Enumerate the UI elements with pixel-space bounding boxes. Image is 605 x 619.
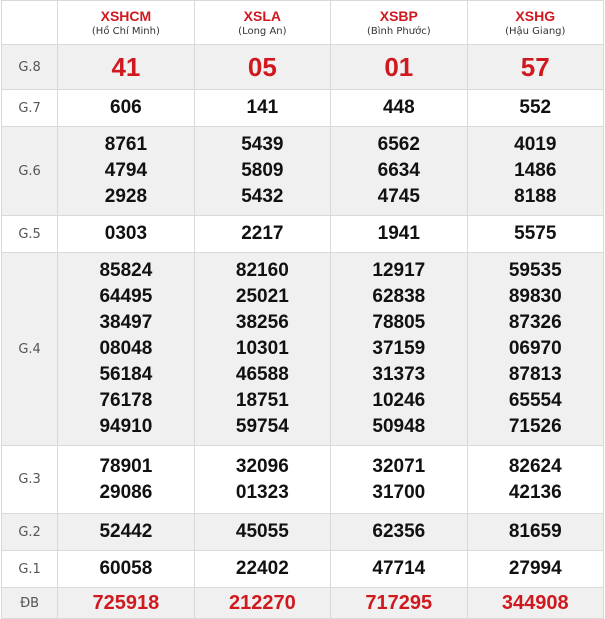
prize-number: 01323	[235, 481, 289, 503]
prize-label: ĐB	[2, 588, 58, 619]
prize-cell	[467, 253, 603, 446]
prize-number: 606	[110, 97, 142, 118]
prize-cell	[194, 45, 330, 90]
prize-cell	[194, 127, 330, 216]
prize-number: 65554	[508, 390, 562, 411]
prize-number: 78805	[372, 312, 426, 333]
prize-row	[2, 551, 604, 588]
header-corner-cell	[2, 1, 58, 45]
prize-number: 1486	[514, 160, 557, 181]
prize-cell	[58, 446, 194, 514]
province-header-hcm[interactable]	[58, 1, 194, 45]
prize-number: 59754	[235, 416, 289, 437]
prize-number: 10301	[235, 338, 289, 359]
prize-number: 27994	[508, 558, 562, 579]
province-code[interactable]: XSLA	[243, 7, 282, 24]
prize-number: 344908	[501, 592, 569, 614]
province-name: (Hồ Chí Minh)	[91, 25, 160, 37]
prize-number: 08048	[99, 338, 153, 359]
prize-row	[2, 45, 604, 90]
prize-cell	[58, 90, 194, 127]
prize-row	[2, 253, 604, 446]
prize-number: 41	[111, 52, 141, 82]
prize-label: G.2	[2, 514, 58, 551]
prize-cell	[58, 588, 194, 619]
prize-number: 4794	[104, 160, 148, 181]
prize-cell	[331, 45, 467, 90]
prize-row	[2, 588, 604, 619]
prize-number: 52442	[99, 521, 153, 542]
prize-cell	[58, 127, 194, 216]
prize-cell	[331, 446, 467, 514]
prize-number: 29086	[99, 481, 153, 503]
prize-number: 6562	[377, 134, 420, 155]
prize-number: 0303	[104, 223, 148, 244]
prize-number: 59535	[508, 260, 562, 281]
prize-number: 81659	[508, 521, 562, 542]
province-header-row	[2, 1, 604, 45]
prize-number: 42136	[508, 481, 562, 503]
prize-number: 01	[384, 52, 414, 82]
prize-label: G.3	[2, 446, 58, 514]
prize-cell	[58, 45, 194, 90]
prize-cell	[194, 216, 330, 253]
prize-number: 448	[382, 97, 415, 118]
province-code[interactable]: XSHCM	[100, 7, 152, 24]
prize-number: 78901	[99, 455, 153, 477]
prize-number: 6634	[377, 160, 420, 181]
prize-cell	[467, 45, 603, 90]
prize-number: 87326	[508, 312, 562, 333]
prize-cell	[58, 514, 194, 551]
prize-number: 4745	[377, 186, 420, 207]
prize-number: 212270	[228, 592, 296, 614]
province-name: (Hậu Giang)	[505, 25, 566, 37]
prize-row	[2, 127, 604, 216]
province-name: (Bình Phước)	[366, 25, 431, 37]
prize-cell	[58, 216, 194, 253]
prize-number: 2928	[104, 186, 148, 207]
prize-number: 38497	[99, 312, 153, 333]
prize-cell	[467, 127, 603, 216]
prize-row	[2, 514, 604, 551]
prize-number: 47714	[372, 558, 426, 579]
prize-number: 725918	[92, 592, 160, 614]
prize-number: 4019	[514, 134, 557, 155]
prize-cell	[467, 216, 603, 253]
province-header-la[interactable]	[194, 1, 330, 45]
prize-number: 56184	[99, 364, 153, 385]
province-header-bp[interactable]	[331, 1, 467, 45]
prize-number: 25021	[235, 286, 289, 307]
prize-number: 57	[520, 52, 550, 82]
prize-table-body	[2, 45, 604, 619]
prize-number: 22402	[235, 558, 289, 579]
prize-cell	[467, 588, 603, 619]
prize-cell	[331, 127, 467, 216]
prize-label: G.4	[2, 253, 58, 446]
prize-cell	[58, 551, 194, 588]
prize-number: 64495	[99, 286, 153, 307]
province-header-hg[interactable]	[467, 1, 603, 45]
prize-row	[2, 446, 604, 514]
prize-row	[2, 90, 604, 127]
prize-number: 5575	[514, 223, 557, 244]
prize-number: 89830	[508, 286, 562, 307]
prize-number: 37159	[372, 338, 426, 359]
prize-number: 50948	[372, 416, 426, 437]
prize-number: 82624	[508, 455, 562, 477]
prize-number: 71526	[508, 416, 562, 437]
prize-number: 5809	[241, 160, 284, 181]
province-code[interactable]: XSHG	[515, 7, 556, 24]
prize-number: 10246	[372, 390, 426, 411]
prize-cell	[194, 514, 330, 551]
prize-cell	[467, 551, 603, 588]
prize-label: G.5	[2, 216, 58, 253]
prize-cell	[331, 588, 467, 619]
prize-cell	[331, 216, 467, 253]
prize-label: G.7	[2, 90, 58, 127]
prize-number: 12917	[372, 260, 426, 281]
prize-number: 05	[247, 52, 277, 82]
prize-number: 60058	[99, 558, 153, 579]
prize-number: 2217	[241, 223, 284, 244]
prize-number: 87813	[508, 364, 562, 385]
prize-number: 141	[246, 97, 279, 118]
prize-number: 31700	[372, 481, 426, 503]
prize-number: 62356	[372, 521, 426, 542]
prize-cell	[467, 90, 603, 127]
prize-number: 31373	[372, 364, 426, 385]
prize-number: 85824	[99, 260, 153, 281]
prize-cell	[331, 551, 467, 588]
prize-number: 82160	[235, 260, 289, 281]
prize-number: 46588	[235, 364, 289, 385]
prize-row	[2, 216, 604, 253]
prize-cell	[194, 551, 330, 588]
prize-cell	[194, 588, 330, 619]
prize-label: G.8	[2, 45, 58, 90]
prize-number: 62838	[372, 286, 426, 307]
prize-number: 94910	[99, 416, 153, 437]
prize-number: 32096	[235, 455, 289, 477]
prize-number: 1941	[377, 223, 420, 244]
prize-cell	[194, 90, 330, 127]
prize-number: 717295	[365, 592, 433, 614]
prize-number: 38256	[235, 312, 289, 333]
prize-number: 18751	[235, 390, 289, 411]
prize-cell	[58, 253, 194, 446]
province-code[interactable]: XSBP	[379, 7, 418, 24]
province-name: (Long An)	[238, 25, 287, 37]
prize-cell	[194, 446, 330, 514]
prize-label: G.1	[2, 551, 58, 588]
prize-cell	[331, 90, 467, 127]
prize-number: 06970	[508, 338, 562, 359]
prize-number: 8761	[104, 134, 148, 155]
lottery-results-table	[1, 0, 604, 619]
prize-cell	[331, 253, 467, 446]
prize-number: 8188	[514, 186, 557, 207]
prize-label: G.6	[2, 127, 58, 216]
prize-number: 45055	[235, 521, 289, 542]
prize-cell	[331, 514, 467, 551]
prize-number: 32071	[372, 455, 426, 477]
prize-number: 5432	[241, 186, 284, 207]
prize-number: 552	[519, 97, 552, 118]
prize-cell	[467, 514, 603, 551]
prize-cell	[194, 253, 330, 446]
prize-number: 5439	[241, 134, 284, 155]
prize-cell	[467, 446, 603, 514]
prize-number: 76178	[99, 390, 153, 411]
